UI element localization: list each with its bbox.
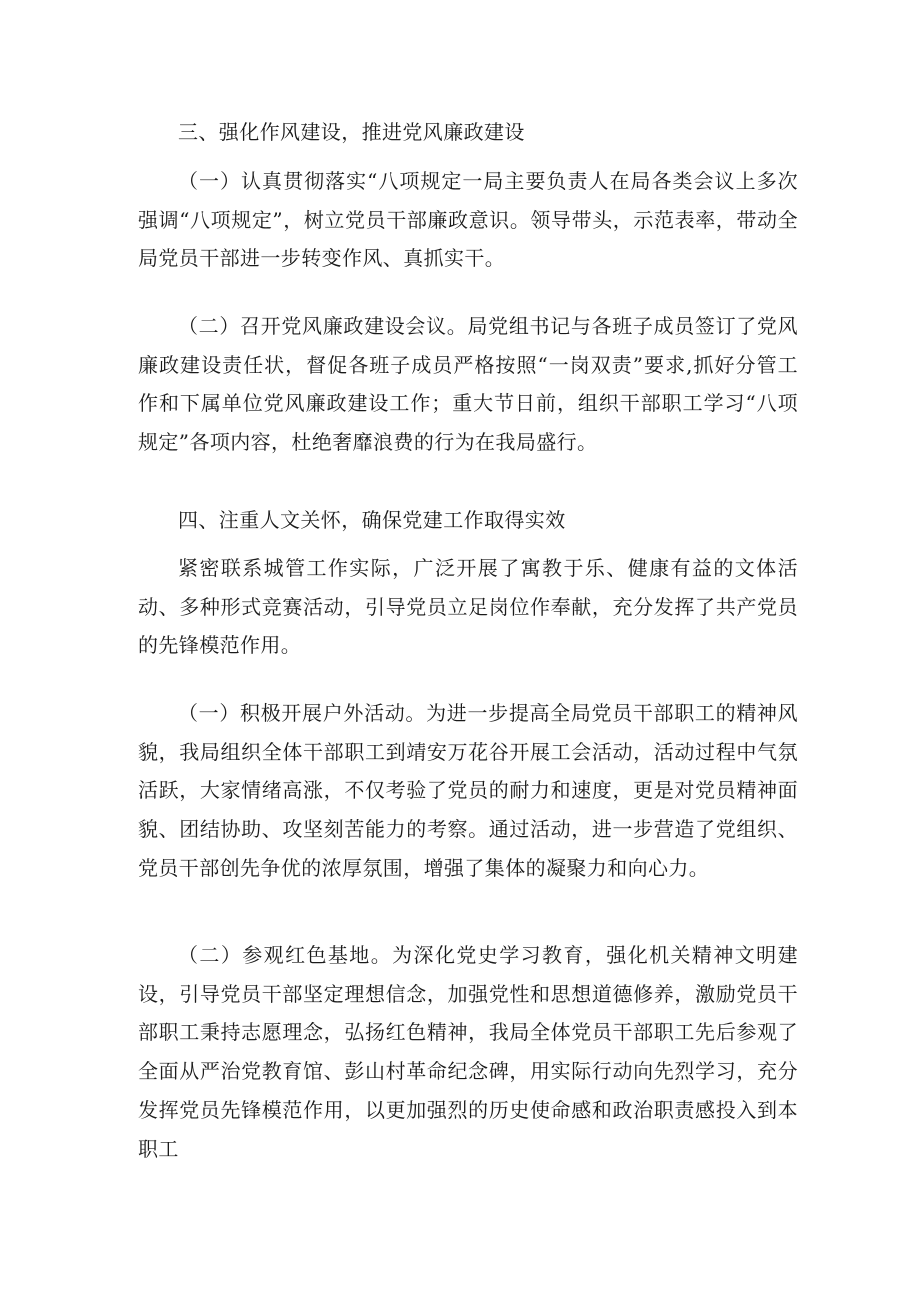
section-heading-4: 四、注重人文关怀，确保党建工作取得实效 <box>178 508 566 532</box>
section-heading-3: 三、强化作风建设，推进党风廉政建设 <box>178 120 525 144</box>
paragraph-3-1: （一）认真贯彻落实“八项规定一局主要负责人在局各类会议上多次强调“八项规定”，树立党员干部廉政意识。领导带头，示范表率，带动全局党员干部进一步转变作风、真抓实干。 <box>138 169 798 271</box>
paragraph-3-2: （二）召开党风廉政建设会议。局党组书记与各班子成员签订了党风廉政建设责任状，督促各班子成员严格按照“一岗双责”要求,抓好分管工作和下属单位党风廉政建设工作；重大节日前，组织干部职工学习“八项规定”各项内容，杜绝奢靡浪费的行为在我局盛行。 <box>138 314 798 455</box>
paragraph-4-2: （二）参观红色基地。为深化党史学习教育，强化机关精神文明建设，引导党员干部坚定理想信念，加强党性和思想道德修养，激励党员干部职工秉持志愿理念，弘扬红色精神，我局全体党员干部职工先后参观了全面从严治党教育馆、彭山村革命纪念碑，用实际行动向先烈学习，充分发挥党员先锋模范作用，以更加强烈的历史使命感和政治职责感投入到本职工 <box>138 943 798 1161</box>
paragraph-4-1: （一）积极开展户外活动。为进一步提高全局党员干部职工的精神风貌，我局组织全体干部职工到靖安万花谷开展工会活动，活动过程中气氛活跃，大家情绪高涨，不仅考验了党员的耐力和速度，更是对党员精神面貌、团结协助、攻坚刻苦能力的考察。通过活动，进一步营造了党组织、党员干部创先争优的浓厚氛围，增强了集体的凝聚力和向心力。 <box>138 701 798 880</box>
paragraph-4-intro: 紧密联系城管工作实际，广泛开展了寓教于乐、健康有益的文体活动、多种形式竞赛活动，引导党员立足岗位作奉献，充分发挥了共产党员的先锋模范作用。 <box>138 556 798 658</box>
